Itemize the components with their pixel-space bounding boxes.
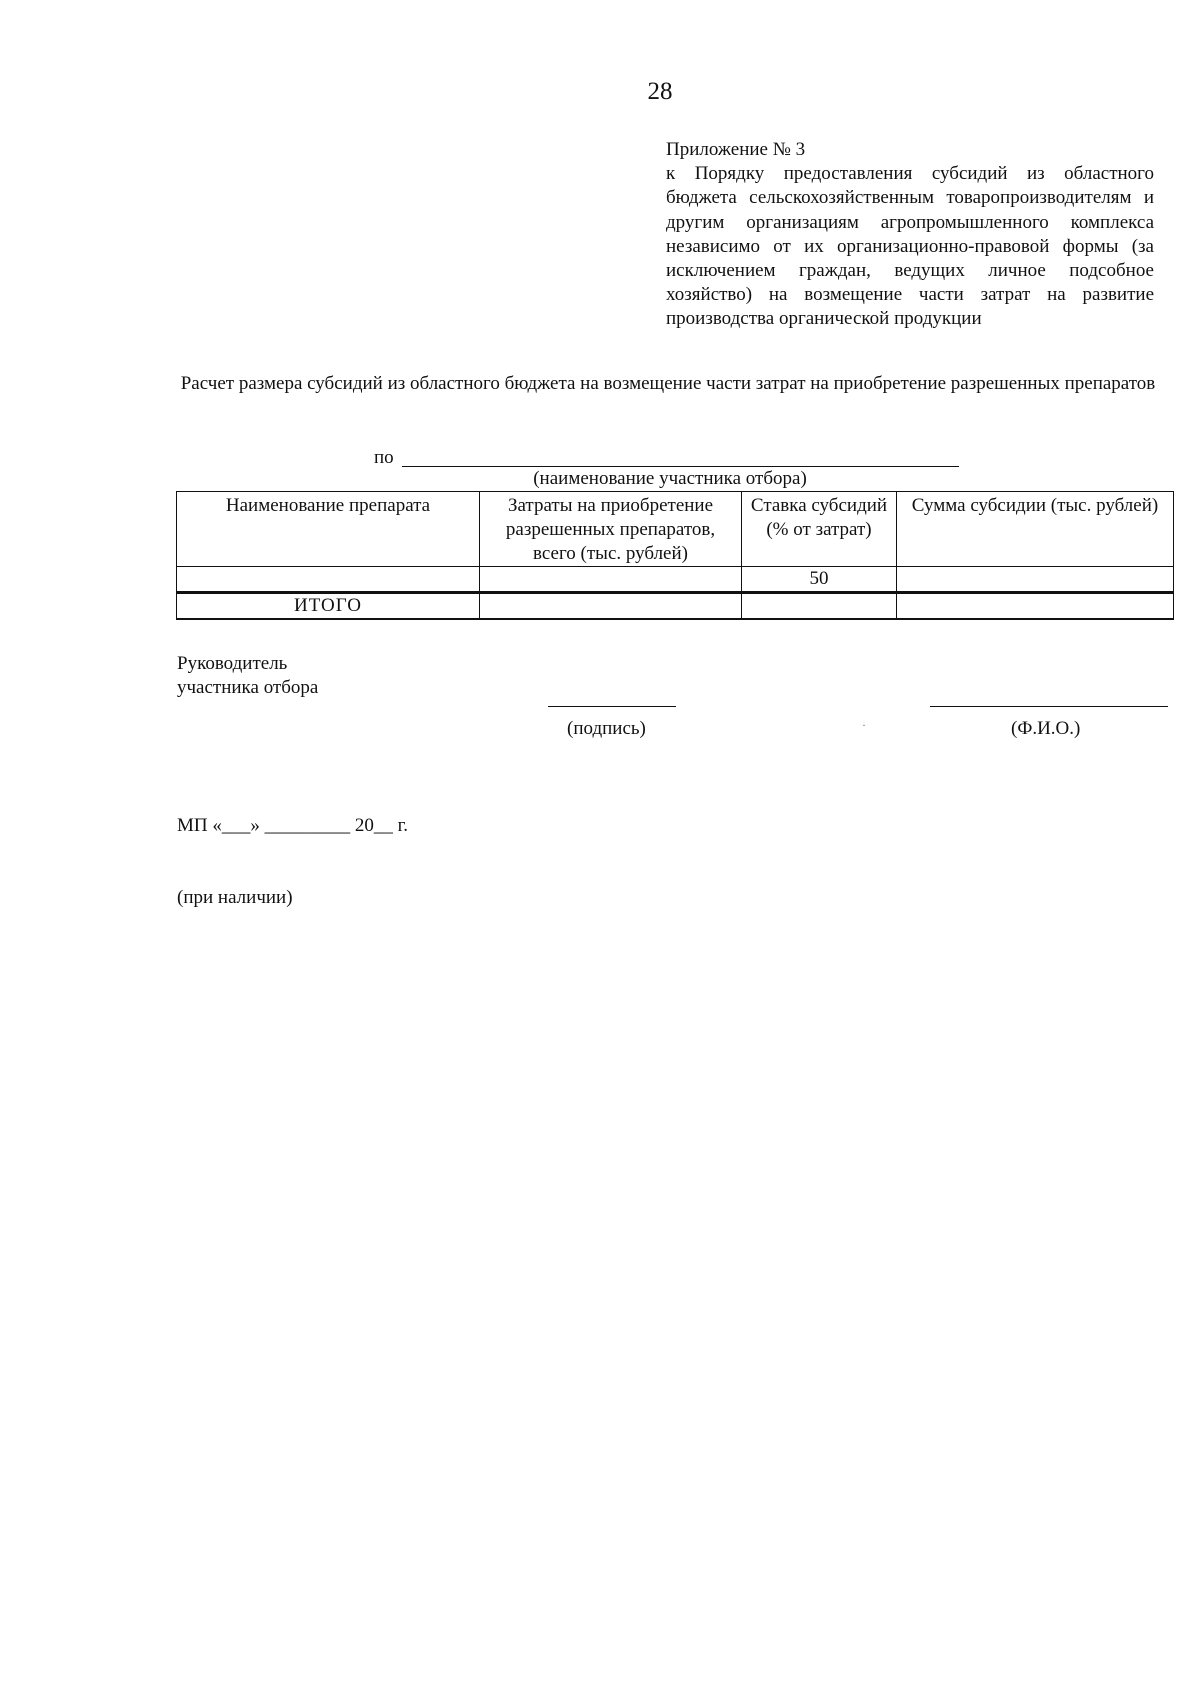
table-cell — [480, 593, 742, 620]
calculation-title: Расчет размера субсидий из областного бюджета на возмещение части затрат на приобретение разрешенных препаратов — [180, 373, 1156, 394]
table-cell — [897, 567, 1174, 593]
signature-line — [548, 706, 676, 707]
head-label — [177, 652, 318, 700]
stamp-date-line: МП «___» _________ 20__ г. — [177, 815, 409, 836]
signature-caption: (подпись) — [567, 718, 646, 739]
header-cell-costs: Затраты на приобретение разрешенных препаратов, всего (тыс. рублей) — [480, 492, 742, 567]
name-caption: (Ф.И.О.) — [1011, 718, 1081, 739]
annex-title: Приложение № 3 — [666, 139, 806, 160]
table-cell — [742, 593, 897, 620]
participant-prefix: по — [374, 447, 394, 468]
table-row — [177, 567, 1174, 593]
annex-text: к Порядку предоставления субсидий из областного бюджета сельскохозяйственным товаропроизводителям и другим организациям агропромышленного комплекса независимо от их организационно-правовой формы (за исключением граждан, ведущих личное подсобное хозяйство) на возмещение части затрат на развитие производства органической продукции — [666, 163, 1154, 330]
stamp-block — [177, 766, 408, 958]
annex-block — [666, 138, 1154, 332]
name-line — [930, 706, 1168, 707]
head-label-line2: участника отбора — [177, 677, 319, 698]
participant-name-line — [402, 466, 959, 467]
table-total-row — [177, 593, 1174, 620]
total-label: ИТОГО — [177, 593, 480, 620]
table-cell — [480, 567, 742, 593]
scan-speck: · — [862, 718, 866, 732]
table-cell-rate-value: 50 — [742, 567, 897, 593]
header-cell-rate: Ставка субсидий (% от затрат) — [742, 492, 897, 567]
header-cell-preparation: Наименование препарата — [177, 492, 480, 567]
participant-caption: (наименование участника отбора) — [533, 468, 807, 489]
calculation-table — [176, 491, 1174, 620]
stamp-note: (при наличии) — [177, 887, 293, 908]
header-cell-subsidy-sum: Сумма субсидии (тыс. рублей) — [897, 492, 1174, 567]
table-cell — [897, 593, 1174, 620]
table-header-row — [177, 492, 1174, 567]
table-cell — [177, 567, 480, 593]
page-number: 28 — [647, 78, 673, 105]
head-label-line1: Руководитель — [177, 653, 288, 674]
